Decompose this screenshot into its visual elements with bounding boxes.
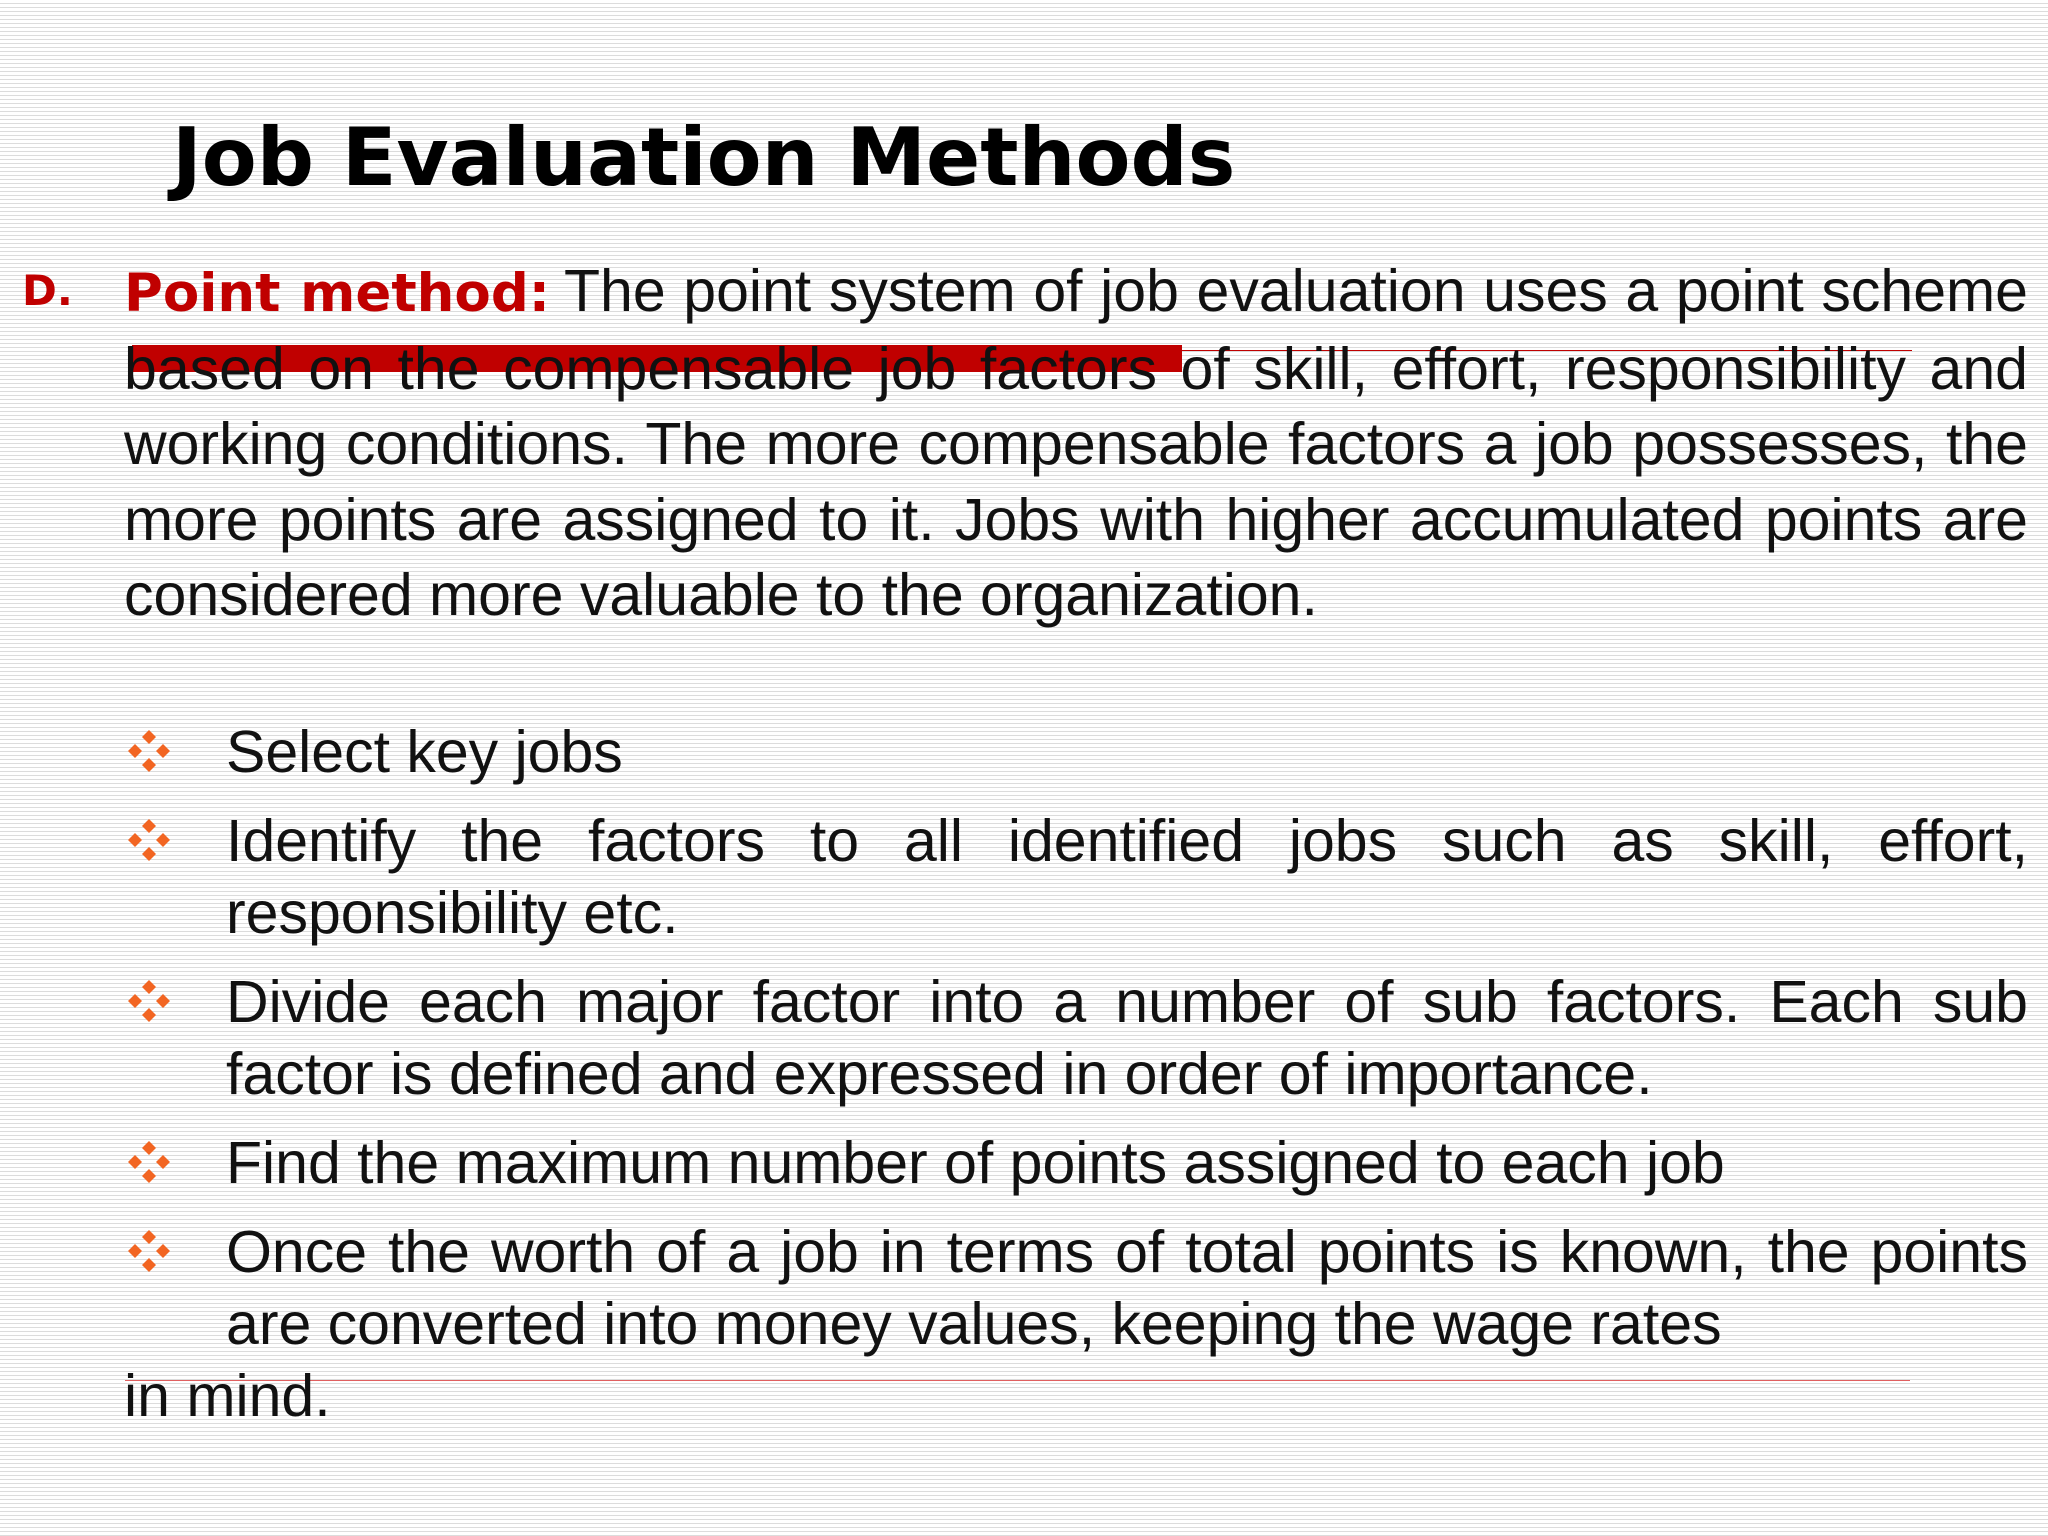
list-item-text: Divide each major factor into a number of sub factors. Each sub factor is defined and expressed in order of importance. bbox=[226, 969, 2028, 1107]
diamond-quad-bullet-icon bbox=[124, 976, 174, 1026]
list-item bbox=[124, 966, 2028, 1110]
list-item-text: Find the maximum number of points assigned to each job bbox=[226, 1130, 1725, 1196]
list-item bbox=[124, 1127, 2028, 1199]
list-item-text: Once the worth of a job in terms of total points is known, the points are converted into money values, keeping the wage rates bbox=[226, 1219, 2028, 1357]
diamond-quad-bullet-icon bbox=[124, 1226, 174, 1276]
list-item-text: Identify the factors to all identified jobs such as skill, effort, responsibility etc. bbox=[226, 808, 2028, 946]
steps-list bbox=[124, 716, 2028, 1449]
list-item bbox=[124, 1216, 2028, 1432]
section-marker: D. bbox=[22, 266, 73, 315]
list-item-continuation: in mind. bbox=[124, 1363, 331, 1429]
list-item bbox=[124, 716, 2028, 788]
diamond-quad-bullet-icon bbox=[124, 726, 174, 776]
diamond-quad-bullet-icon bbox=[124, 815, 174, 865]
point-method-paragraph bbox=[124, 254, 2028, 634]
section-body-text: The point system of job evaluation uses a point scheme based on the compensable job factors of skill, effort, responsibility and working conditions. The more compensable factors a job possesses, the more points are assigned to it. Jobs with higher accumulated points are considered more valuable to the organization. bbox=[124, 258, 2028, 628]
list-item bbox=[124, 805, 2028, 949]
list-item-text: Select key jobs bbox=[226, 719, 623, 785]
section-lead-label: Point method: bbox=[124, 263, 550, 324]
diamond-quad-bullet-icon bbox=[124, 1137, 174, 1187]
slide-title: Job Evaluation Methods bbox=[172, 111, 1236, 204]
